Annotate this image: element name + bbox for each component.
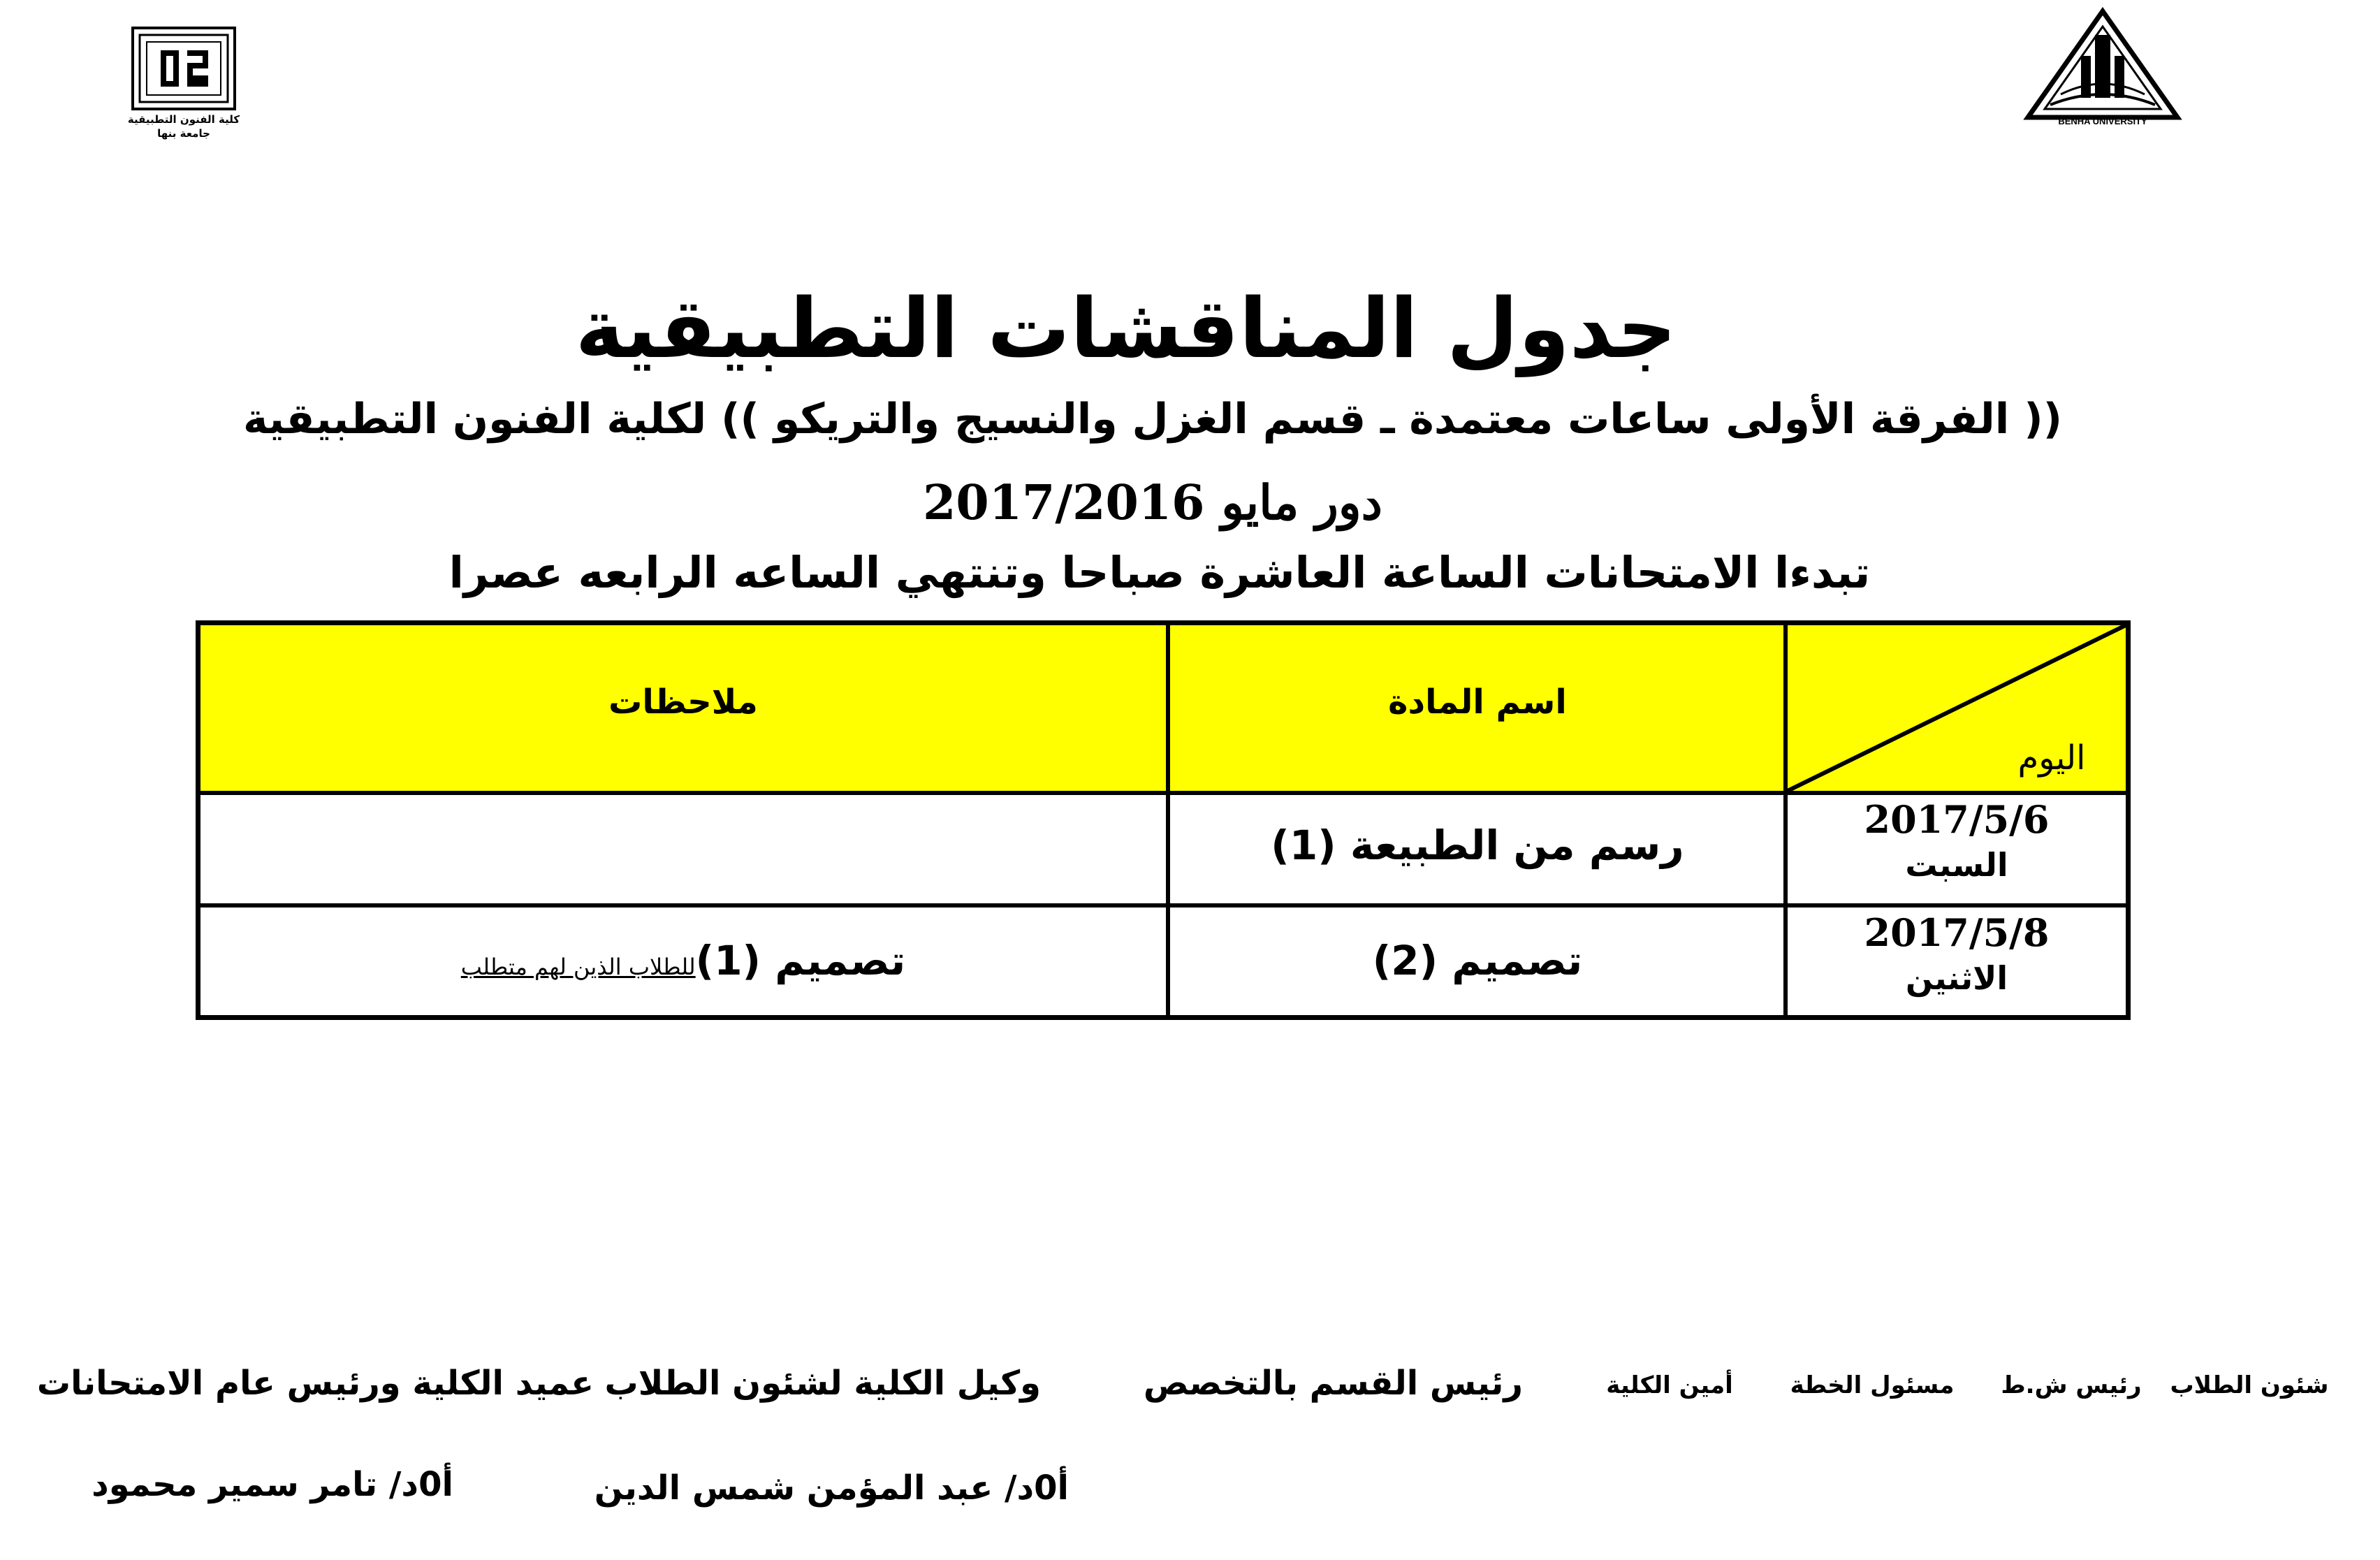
footer-role-dean: عميد الكلية ورئيس عام الامتحانات — [36, 1364, 594, 1403]
footer-vice-dean-name: أ0د/ عبد المؤمن شمس الدين — [594, 1468, 1069, 1508]
page-subtitle: (( الفرقة الأولى ساعات معتمدة ـ قسم الغزل والنسيج والتريكو )) لكلية الفنون التطبيقية — [242, 395, 2063, 444]
footer-role-department-head: رئيس القسم بالتخصص — [1143, 1364, 1523, 1403]
row-1-subject: رسم من الطبيعة (1) — [1271, 822, 1684, 869]
benha-seal-icon — [2022, 7, 2183, 126]
column-divider — [1166, 625, 1170, 1015]
footer-role-students-affairs: شئون الطلاب — [2170, 1371, 2329, 1399]
footer-role-vice-dean: وكيل الكلية لشئون الطلاب — [604, 1364, 1041, 1403]
faculty-logo-caption-1: كلية الفنون التطبيقية — [127, 113, 240, 126]
row-1-day: السبت — [1905, 846, 2008, 884]
row-2-subject: تصميم (2) — [1372, 937, 1583, 984]
row-2-note-detail: للطلاب الذين لهم متطلب — [460, 954, 696, 980]
row-divider — [200, 791, 2126, 795]
exam-hours-note: تبدءا الامتحانات الساعة العاشرة صباحا وتنتهي الساعه الرابعه عصرا — [448, 547, 1871, 598]
header-subject: اسم المادة — [1388, 683, 1567, 722]
schedule-table — [196, 620, 2131, 1020]
header-notes: ملاحظات — [608, 683, 758, 722]
faculty-logo-mark-icon — [131, 27, 236, 110]
row-divider — [200, 903, 2126, 907]
row-1-date: 2017/5/6 — [1864, 797, 2050, 842]
header-day: اليوم — [2017, 738, 2086, 778]
exam-session: دور مايو 2017/2016 — [923, 475, 1382, 531]
footer-role-head-sh-t: رئيس ش.ط — [2001, 1371, 2142, 1399]
faculty-logo — [127, 27, 240, 140]
footer-role-faculty-secretary: أمين الكلية — [1606, 1371, 1733, 1399]
row-2-day: الاثنين — [1905, 959, 2008, 997]
footer-role-plan-officer: مسئول الخطة — [1790, 1371, 1955, 1399]
benha-university-logo — [2022, 7, 2183, 126]
faculty-logo-caption-2: جامعة بنها — [157, 127, 210, 140]
row-2-date: 2017/5/8 — [1864, 910, 2050, 955]
row-2-notes — [200, 936, 1166, 991]
page-title: جدول المناقشات التطبيقية — [575, 280, 1677, 377]
row-2-note-main: تصميم (1) — [695, 937, 906, 984]
footer-dean-name: أ0د/ تامر سمير محمود — [92, 1465, 453, 1504]
benha-seal-label: BENHA UNIVERSITY — [2058, 116, 2147, 126]
